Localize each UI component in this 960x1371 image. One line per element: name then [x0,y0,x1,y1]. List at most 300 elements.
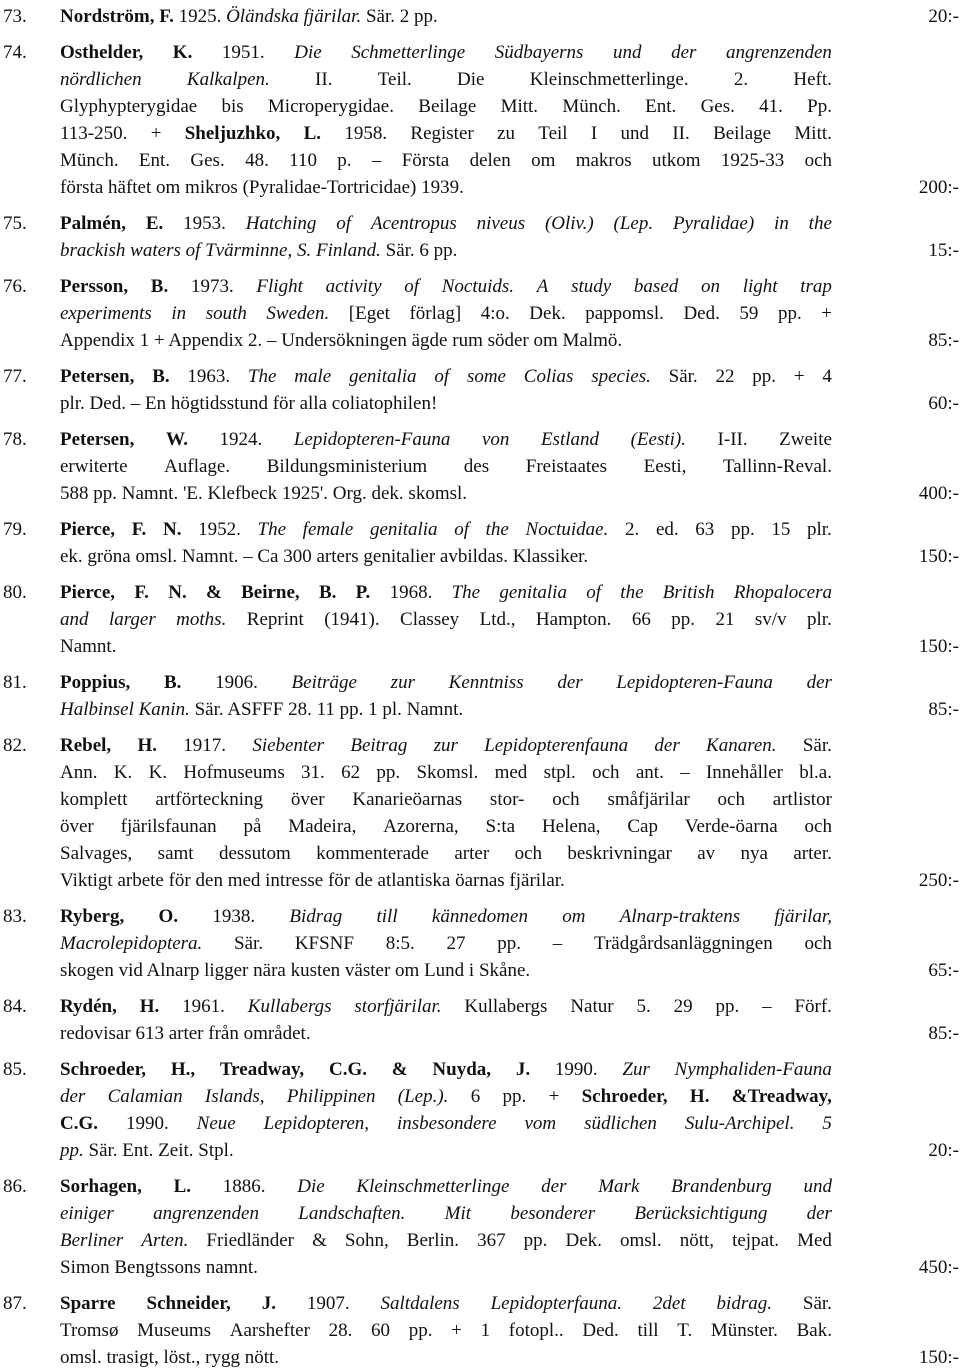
entry-text [60,210,832,264]
word: bis [221,96,244,117]
word: + [548,1086,560,1107]
word: 1906. [215,672,258,693]
word: och [804,150,832,171]
catalog-entry [0,273,960,354]
word: male [294,366,332,387]
word: 113-250. [60,123,128,144]
catalog-entry [0,1056,960,1164]
word: Persson, [60,276,129,297]
word: 1952. [198,519,241,540]
word: Nuyda, [432,1059,492,1080]
entry-line [60,1173,832,1200]
entry-line [60,327,832,354]
word: 4:o. [480,303,510,324]
word: till [376,906,398,927]
entry-line [60,579,832,606]
word: Salvages, [60,843,133,864]
word: 5 [822,1113,832,1134]
word: Sparre [60,1293,116,1314]
word: (Oliv.) [544,213,594,234]
word: Münster. [710,1320,778,1341]
word: 41. [759,96,783,117]
word: stpl. [543,762,576,783]
entry-detail: första häftet om mikros (Pyralidae-Tortricidae) 1939. [60,177,464,198]
entry-line [60,480,832,507]
word: Ent. [645,96,677,117]
word: A [536,276,549,297]
entry-line [60,669,832,696]
entry-text [60,1056,832,1164]
word: Madeira, [288,816,357,837]
entry-line [60,1227,832,1254]
entry-line [60,813,832,840]
word: 367 [477,1230,506,1251]
word: Petersen, [60,429,135,450]
word: besonderer [510,1203,596,1224]
word: H. [689,1086,710,1107]
word: pappomsl. [585,303,664,324]
word: Sheljuzhko, [184,123,281,144]
entry-line [60,606,832,633]
word: pp. [523,1230,548,1251]
word: Mitt. [794,123,832,144]
entry-line [60,1317,832,1344]
entry-number: 86. [3,1176,27,1197]
entry-line [60,903,832,930]
word: Rydén, [60,996,117,1017]
word: p. [337,150,352,171]
word: zur [433,735,458,756]
word: Kleinschmetterlinge. [529,69,689,90]
word: Bidrag [289,906,343,927]
word: pp. [777,303,802,324]
word: der [60,1086,86,1107]
word: kommenterade [316,843,429,864]
word: bidrag. [716,1293,772,1314]
word: beskrivningar [567,843,672,864]
entry-text [60,669,832,723]
entry-text [60,3,832,30]
word: species. [591,366,651,387]
word: pp. [671,609,696,630]
word: 62 [341,762,361,783]
entry-number: 79. [3,519,27,540]
word: Osthelder, [60,42,144,63]
entry-line [60,1254,832,1281]
entry-number: 82. [3,735,27,756]
word: Noctuids. [441,276,515,297]
word: Macrolepidoptera. [60,933,203,954]
entry-detail: plr. Ded. – En högtidsstund för alla coliatophilen! [60,393,438,414]
word: Pp. [807,96,832,117]
author-name: Nordström, F. [60,6,174,27]
word: Hampton. [535,609,612,630]
word: 48. [245,150,269,171]
word: in [774,213,789,234]
word: Skomsl. [416,762,479,783]
word: 60 [371,1320,391,1341]
word: B. [150,276,169,297]
word: N. [162,519,182,540]
entry-number: 81. [3,672,27,693]
entry-line [60,273,832,300]
word: des [463,456,490,477]
entry-number: 74. [3,42,27,63]
word: och [514,843,542,864]
word: om [531,150,556,171]
word: The [257,519,287,540]
word: L. [173,1176,191,1197]
word: av [697,843,716,864]
word: (Eesti). [630,429,686,450]
word: 6 [470,1086,481,1107]
word: Pyralidae) [672,213,755,234]
entry-text [60,39,832,201]
word: 22 [715,366,735,387]
word: activity [325,276,382,297]
word: & [312,1230,327,1251]
word: Münch. [60,150,119,171]
entry-price: 150:- [918,546,959,567]
word: Münch. [562,96,621,117]
word: der [557,672,583,693]
word: delen [469,150,511,171]
word: Med [797,1230,832,1251]
word: Die [457,69,485,90]
entry-price: 65:- [928,960,959,981]
word: 27 [446,933,466,954]
entry-detail: omsl. trasigt, löst., rygg nött. [60,1347,280,1368]
word: 2. [733,69,749,90]
word: 1953. [183,213,226,234]
word: the [485,519,509,540]
word: Teil. [377,69,412,90]
word: Friedländer [206,1230,294,1251]
word: Schroeder, [60,1059,147,1080]
word: pp. [715,996,740,1017]
word: Rhopalocera [733,582,832,603]
catalog-entry [0,669,960,723]
word: the [620,582,644,603]
word: Sulu-Archipel. [684,1113,795,1134]
entry-line [60,174,832,201]
word: artförteckning [155,789,263,810]
word: + [793,366,805,387]
catalog-entry [0,1290,960,1371]
word: H., [170,1059,196,1080]
word: Natur [570,996,614,1017]
word: Ded. [582,1320,619,1341]
word: Auflage. [164,456,231,477]
word: ed. [655,519,679,540]
word: study [571,276,612,297]
entry-number: 75. [3,213,27,234]
word: Sorhagen, [60,1176,142,1197]
word: und [613,42,642,63]
entry-detail: redovisar 613 arter från området. [60,1023,311,1044]
word: (Lep.). [397,1086,449,1107]
entry-number: 77. [3,366,27,387]
word: 5. [636,996,651,1017]
word: fotopl.. [508,1320,564,1341]
word: Första [401,150,450,171]
word: 1963. [187,366,231,387]
catalog-entry [0,426,960,507]
word: P. [355,582,371,603]
word: 1990. [554,1059,598,1080]
entry-number: 87. [3,1293,27,1314]
entry-line [60,786,832,813]
word: Saltdalens [380,1293,460,1314]
entry-price: 250:- [918,870,959,891]
word: 1951. [221,42,265,63]
entry-detail: Namnt. [60,636,117,657]
word: W. [165,429,188,450]
word: arter. [793,843,832,864]
word: of [434,366,450,387]
entry-text [60,1173,832,1281]
word: Microperygidae. [267,96,394,117]
word: med [494,762,528,783]
entry-line [60,930,832,957]
word: Zur [622,1059,650,1080]
word: und [803,1176,832,1197]
entry-price: 450:- [918,1257,959,1278]
entry-line [60,1110,832,1137]
word: Lepidopterfauna. [490,1293,623,1314]
entry-line [60,453,832,480]
word: angrenzenden [153,1203,259,1224]
catalog-entry [0,579,960,660]
word: över [290,789,325,810]
word: Beilage [713,123,772,144]
word: Berücksichtigung [634,1203,768,1224]
word: 59 [739,303,759,324]
word: + [451,1320,462,1341]
word: pp. [752,366,777,387]
work-title: Halbinsel Kanin. [60,699,190,720]
word: genitalia [499,582,567,603]
word: Poppius, [60,672,131,693]
entry-price: 20:- [928,1140,959,1161]
word: of [586,582,602,603]
word: Kanaren. [706,735,777,756]
word: Sohn, [344,1230,389,1251]
word: 1968. [389,582,433,603]
word: of [336,213,352,234]
word: Hofmuseums [183,762,285,783]
entry-line [60,516,832,543]
word: der [654,735,680,756]
word: pp. [497,933,522,954]
catalog-entry [0,903,960,984]
word: H. [139,996,160,1017]
word: pp. [730,519,755,540]
entry-line [60,3,832,30]
word: C.G. [60,1113,98,1134]
word: and [60,609,89,630]
word: 1938. [212,906,256,927]
word: storfjärilar. [354,996,442,1017]
entry-line [60,1200,832,1227]
word: och [804,933,832,954]
word: bl.a. [799,762,832,783]
word: 63 [695,519,715,540]
word: 2. [625,519,640,540]
word: – [680,762,690,783]
entry-price: 85:- [928,699,959,720]
word: nya [740,843,768,864]
word: Teil [538,123,568,144]
word: Philippinen [286,1086,376,1107]
word: 1973. [190,276,234,297]
entry-line [60,93,832,120]
word: Pierce, [60,582,116,603]
word: 1961. [182,996,225,1017]
entry-price: 15:- [928,240,959,261]
word: K. [148,762,168,783]
word: II. [315,69,333,90]
word: Beiträge [291,672,357,693]
word: I [590,123,598,144]
work-title: brackish waters of Tvärminne, S. Finland. [60,240,381,261]
word: J. [261,1293,276,1314]
entry-line [60,1137,832,1164]
word: sv/v [754,609,787,630]
word: Colias [523,366,574,387]
word: pp. [408,1320,433,1341]
word: fjärilsfaunan [120,816,217,837]
word: Dek. [565,1230,602,1251]
word: plr. [807,519,832,540]
word: Estland [540,429,600,450]
word: K. [172,42,193,63]
word: 2det [652,1293,686,1314]
word: 1886. [222,1176,266,1197]
word: Sweden. [266,303,330,324]
entry-text [60,273,832,354]
word: Eesti, [643,456,687,477]
word: Azorerna, [383,816,459,837]
word: Die [294,42,322,63]
word: light [742,276,778,297]
word: based [633,276,679,297]
word: Zweite [779,429,832,450]
word: Schroeder, [581,1086,668,1107]
word: – [371,150,382,171]
word: Lepidopteren, [263,1113,370,1134]
entry-detail: ek. gröna omsl. Namnt. – Ca 300 arters genitalier avbildas. Klassiker. [60,546,589,567]
word: Ded. [683,303,720,324]
word: Mit [444,1203,472,1224]
word: und [620,123,650,144]
word: Neue [196,1113,236,1134]
word: omsl. [619,1230,662,1251]
word: insbesondere [396,1113,497,1134]
word: Kleinschmetterlinge [356,1176,510,1197]
word: J. [515,1059,531,1080]
word: I-II. [717,429,748,450]
word: on [700,276,720,297]
word: genitalia [369,519,438,540]
entry-price: 85:- [928,330,959,351]
entry-line [60,147,832,174]
word: Pierce, [60,519,116,540]
catalog-entry [0,993,960,1047]
entry-line [60,390,832,417]
word: moths. [176,609,227,630]
word: F. [134,582,149,603]
entry-line [60,1290,832,1317]
word: Bildungsministerium [266,456,428,477]
entry-detail: Viktigt arbete för den med intresse för de atlantiska öarnas fjärilar. [60,870,565,891]
word: K. [113,762,133,783]
entry-number: 85. [3,1059,27,1080]
word: vom [524,1113,557,1134]
word: Ryberg, [60,906,125,927]
word: Calamian [107,1086,183,1107]
word: på [243,816,262,837]
word: 1925-33 [720,150,785,171]
word: der [806,672,832,693]
entry-line [60,120,832,147]
word: och [717,789,745,810]
word: zur [390,672,415,693]
word: Tallinn-Reval. [723,456,832,477]
catalog-entry [0,516,960,570]
entry-detail: skogen vid Alnarp ligger nära kusten väster om Lund i Skåne. [60,960,531,981]
word: Brandenburg [671,1176,772,1197]
entry-line [60,363,832,390]
word: Kalkalpen. [186,69,270,90]
word: 28. [328,1320,353,1341]
entry-detail: 588 pp. Namnt. 'E. Klefbeck 1925'. Org. dek. skomsl. [60,483,468,504]
entry-text [60,579,832,660]
word: [Eget [348,303,390,324]
entry-line [60,300,832,327]
word: Tromsø [60,1320,119,1341]
work-title: pp. [60,1140,84,1161]
word: 1 [480,1320,491,1341]
word: Sär. [668,366,698,387]
word: Kenntniss [448,672,524,693]
word: Reprint [246,609,304,630]
entry-line [60,1020,832,1047]
word: niveus [476,213,526,234]
entry-detail: Sär. 6 pp. [380,240,458,261]
word: Heft. [793,69,832,90]
word: erwiterte [60,456,128,477]
word: fjärilar, [774,906,832,927]
entry-line [60,696,832,723]
word: Aarshefter [229,1320,310,1341]
word: Bak. [796,1320,832,1341]
word: Schmetterlinge [351,42,466,63]
word: B. [163,672,182,693]
word: Sär. [234,933,264,954]
word: och [804,816,832,837]
word: Innehåller [705,762,783,783]
entry-price: 85:- [928,1023,959,1044]
word: Rebel, [60,735,112,756]
entry-detail: 1925. [173,6,227,27]
word: female [302,519,354,540]
entry-line [60,39,832,66]
word: Acentropus [370,213,457,234]
catalog-entry [0,3,960,30]
word: genitalia [349,366,417,387]
entry-line [60,759,832,786]
